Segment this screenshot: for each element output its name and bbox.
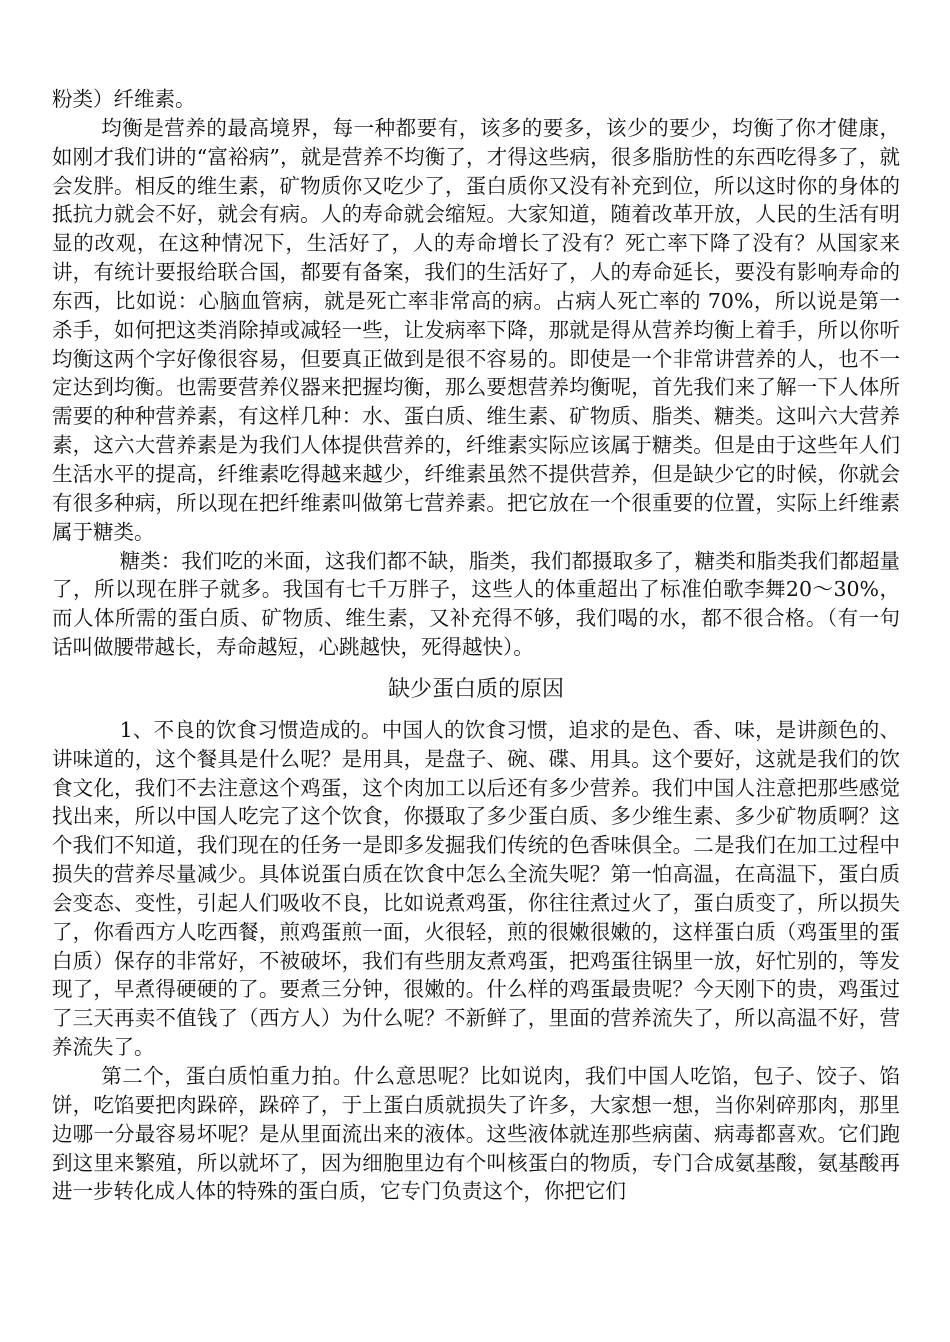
- paragraph-second-reason: 第二个，蛋白质怕重力拍。什么意思呢？比如说肉，我们中国人吃馅，包子、饺子、馅饼，吃馅要把肉跺碎，跺碎了，于上蛋白质就损失了许多，大家想一想，当你剁碎那肉，那里边哪一分最容易坏呢？是从里面流出来的液体。这些液体就连那些病菌、病毒都喜欢。它们跑到这里来繁殖，所以就坏了，因为细胞里边有个叫核蛋白的物质，专门合成氨基酸，氨基酸再进一步转化成人体的特殊的蛋白质，它专门负责这个，你把它们: [52, 1064, 900, 1204]
- paragraph-continuation: 粉类）纤维素。: [52, 87, 196, 111]
- paragraph-balance: 均衡是营养的最高境界，每一种都要有，该多的要多，该少的要少，均衡了你才健康，如刚才我们讲的“富裕病”，就是营养不均衡了，才得这些病，很多脂肪性的东西吃得多了，就会发胖。相反的维生素，矿物质你又吃少了，蛋白质你又没有补充到位，所以这时你的身体的抵抗力就会不好，就会有病。人的寿命就会缩短。大家知道，随着改革开放，人民的生活有明显的改观，在这种情况下，生活好了，人的寿命增长了没有？死亡率下降了没有？从国家来讲，有统计要报给联合国，都要有备案，我们的生活好了，人的寿命延长，要没有影响寿命的东西，比如说：心脑血管病，就是死亡率非常高的病。占病人死亡率的 70%，所以说是第一杀手，如何把这类消除掉或减轻一些，让发病率下降，那就是得从营养均衡上着手，所以你听均衡这两个字好像很容易，但要真正做到是很不容易的。即使是一个非常讲营养的人，也不一定达到均衡。也需要营养仪器来把握均衡，那么要想营养均衡呢，首先我们来了解一下人体所需要的种种营养素，有这样几种：水、蛋白质、维生素、矿物质、脂类、糖类。这叫六大营养素，这六大营养素是为我们人体提供营养的，纤维素实际应该属于糖类。但是由于这些年人们生活水平的提高，纤维素吃得越来越少，纤维素虽然不提供营养，但是缺少它的时候，你就会有很多种病，所以现在把纤维素叫做第七营养素。把它放在一个很重要的位置，实际上纤维素属于糖类。: [52, 115, 900, 544]
- document-body: [52, 85, 900, 1206]
- paragraph-eating-habits: 1、不良的饮食习惯造成的。中国人的饮食习惯，追求的是色、香、味，是讲颜色的、讲味道的，这个餐具是什么呢？是用具，是盘子、碗、碟、用具。这个要好，这就是我们的饮食文化，我们不去注意这个鸡蛋，这个肉加工以后还有多少营养。我们中国人注意把那些感觉找出来，所以中国人吃完了这个饮食，你摄取了多少蛋白质、多少维生素、多少矿物质啊？这个我们不知道，我们现在的任务一是即多发掘我们传统的色香味俱全。二是我们在加工过程中损失的营养尽量减少。具体说蛋白质在饮食中怎么全流失呢？第一怕高温，在高温下，蛋白质会变态、变性，引起人们吸收不良，比如说煮鸡蛋，你往往煮过火了，蛋白质变了，所以损失了，你看西方人吃西餐，煎鸡蛋煎一面，火很轻，煎的很嫩很嫩的，这样蛋白质（鸡蛋里的蛋白质）保存的非常好，不被破坏，我们有些朋友煮鸡蛋，把鸡蛋往锅里一放，好忙别的，等发现了，早煮得硬硬的了。要煮三分钟，很嫩的。什么样的鸡蛋最贵呢？今天刚下的贵，鸡蛋过了三天再卖不值钱了（西方人）为什么呢？不新鲜了，里面的营养流失了，所以高温不好，营养流失了。: [52, 717, 900, 1060]
- section-heading: 缺少蛋白质的原因: [387, 676, 564, 702]
- paragraph-sugar: 糖类：我们吃的米面，这我们都不缺，脂类，我们都摄取多了，糖类和脂类我们都超量了，所以现在胖子就多。我国有七千万胖子，这些人的体重超出了标准伯歌李舞20～30%，而人体所需的蛋白质、矿物质、维生素，又补充得不够，我们喝的水，都不很合格。（有一句话叫做腰带越长，寿命越短，心跳越快，死得越快）。: [52, 548, 900, 660]
